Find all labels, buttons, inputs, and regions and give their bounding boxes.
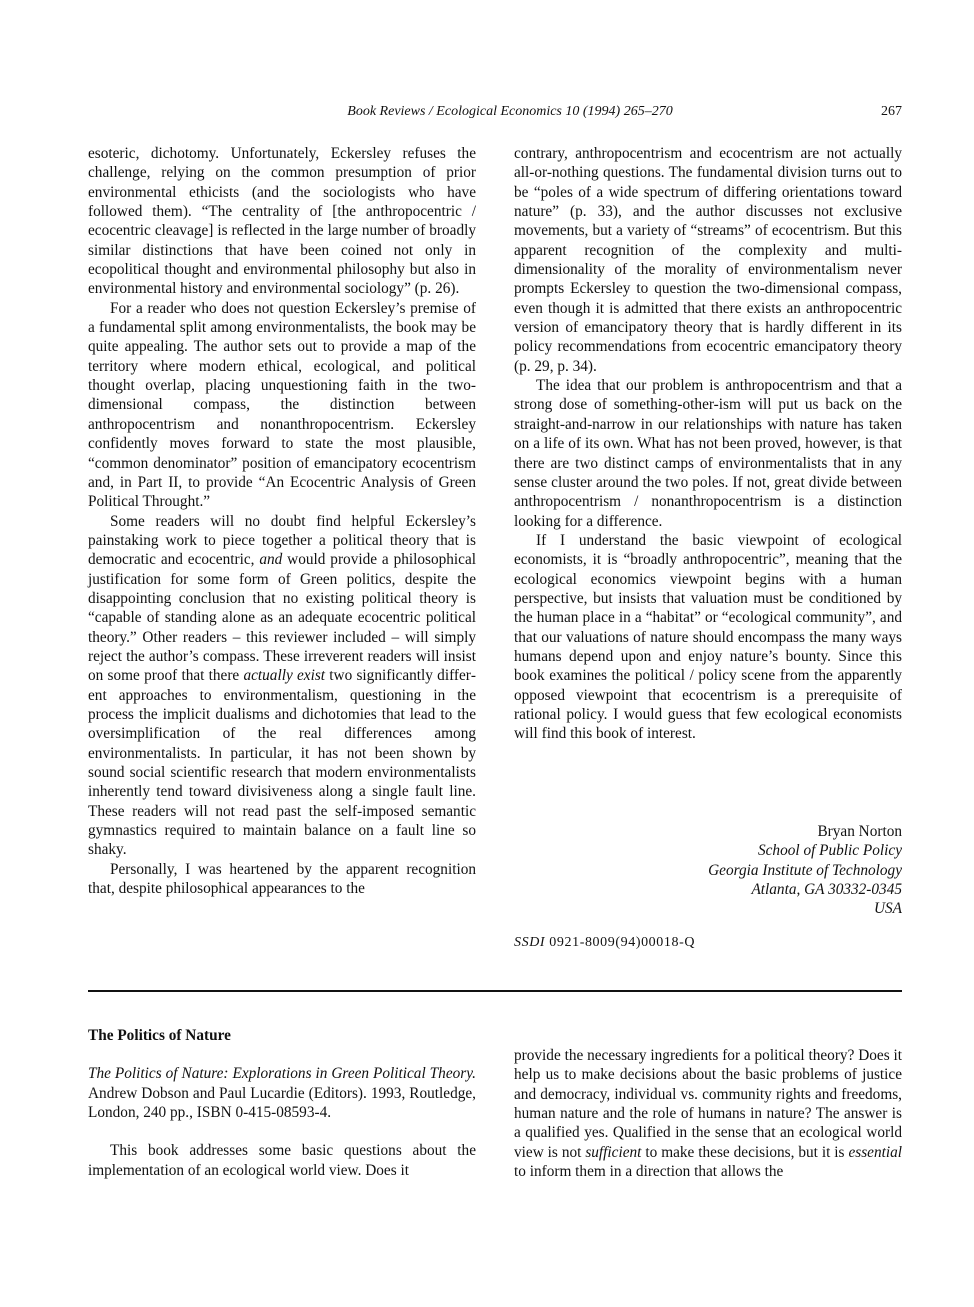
emphasis-text: essential — [848, 1143, 902, 1161]
emphasis-text: and — [259, 551, 283, 569]
paragraph: If I understand the basic viewpoint of ecological economists, it is “broadly anthropocentric”, meaning that the ecological economics viewpoint begins with a human perspective, but insists that valuation must be conditioned by the human place in a “habitat” or “ecological community”, and that our valuations of nature should encompass the many ways humans depend upon and enjoy nature’s bounty. Since this book examines the political / policy scene from the apparently opposed viewpoint that ecocentrism is a prerequisite of rational policy. I would guess that few ecological economists will find this book of interest. — [514, 531, 902, 743]
text-run: to make these decisions, but it is — [641, 1143, 849, 1161]
paragraph: This book addresses some basic questions about the implementation of an ecological world view. Does it — [88, 1142, 476, 1179]
emphasis-text: sufficient — [585, 1143, 642, 1161]
reviewer-city: Atlanta, GA 30332-0345 — [751, 881, 902, 899]
reviewer-department: School of Public Policy — [757, 842, 902, 860]
text-run: to inform them in a direction that allows the — [514, 1163, 784, 1181]
review2-right-column — [514, 1046, 902, 1181]
ssdi-code: 0921-8009(94)00018-Q — [549, 935, 696, 950]
reviewer-signature — [514, 822, 902, 919]
paragraph — [514, 1046, 902, 1181]
paragraph: The idea that our problem is anthropocentrism and that a strong dose of something-other-ism will put us back on the straight-and-narrow in our relationships with nature has taken on a life of its own. What has not been proved, however, is that there are two distinct camps of environmentalists that in any sense cluster around the two poles. If not, great divide between anthropocentrism / nonanthropocentrism is a distinction looking for a difference. — [514, 377, 902, 530]
paragraph: contrary, anthropocentrism and ecocentrism are not actually all-or-nothing questions. The fundamental division turns out to be “poles of a wide spectrum of differing orientations toward nature” (p. 33), and the author discusses not exclusive movements, but a variety of “streams” of ecocentrism. But this apparent recognition of the complexity and multi-dimensionality of the morality of environmentalism never prompts Eckersley to question the two-dimensional compass, even though it is admitted that there exists an anthropocentric version of emancipatory theory that is hardly different in its policy recommendations from ecocentric emancipatory theory (p. 29, p. 34). — [514, 145, 902, 375]
paragraph — [88, 512, 476, 860]
text-run: provide the necessary ingredients for a political theory? Does it help us to make decisions about the basic problems of justice and democracy, individual vs. community rights and freedoms, human nature and the role of humans in nature? The answer is a qualified yes. Qualified in the sense that an ecological world view is not — [514, 1047, 902, 1161]
running-head — [88, 104, 902, 124]
paragraph: For a reader who does not question Eckersley’s premise of a fundamental split among environmentalists, the book may be quite appealing. The author sets out to provide a map of the territory where modern ethical, ecological, and political thought overlap, placing unquestioning faith in the two-dimensional compass, the distinction between anthropocentrism and nonanthropocentrism. Eckersley confidently moves forward to state the most plausible, “common denominator” position of emancipatory ecocentrism and, in Part II, to provide “An Ecocentric Analysis of Green Political Throught.” — [88, 299, 476, 511]
paragraph: esoteric, dichotomy. Unfortunately, Eckersley refuses the challenge, relying on the common presumption of prior environmental ethicists (and the sociologists who have followed them). “The centrality of [the anthropocentric / ecocentric cleavage] is reflected in the large number of broadly similar distinctions that have been coined not only in ecopolitical thought and environmental philosophy but also in environmental history and environmental sociology” (p. 26). — [88, 145, 476, 298]
book-details: Andrew Dobson and Paul Lucardie (Editors). 1993, Routledge, London, 240 pp., ISBN 0-415-08593-4. — [88, 1084, 476, 1122]
ssdi-label: SSDI — [514, 935, 546, 950]
reviewer-institution: Georgia Institute of Technology — [708, 861, 902, 879]
review1-left-column — [88, 144, 476, 898]
reviewer-name: Bryan Norton — [817, 823, 902, 840]
ssdi-identifier — [514, 935, 695, 951]
review2-left-column — [88, 1026, 476, 1180]
book-title: The Politics of Nature: Explorations in Green Political Theory. — [88, 1065, 476, 1083]
book-citation — [88, 1064, 476, 1122]
text-run: Some readers will no doubt find helpful Eckersley’s painstaking work to piece together a political theory that is democratic and ecocentric, — [88, 512, 476, 569]
page-number: 267 — [881, 104, 902, 119]
text-run: two significantly different approaches to environmentalism, questioning in the process the implicit dualisms and dichotomies that lead to the oversimplification of the real differences among environmentalists. In particular, it has not been shown by sound social scientific research that modern environmentalists inherently tend toward divisiveness along a single fault line. These readers will not read past the self-imposed semantic gymnastics required to maintain balance on a fault line so shaky. — [88, 667, 476, 859]
section-title: The Politics of Nature — [88, 1027, 231, 1044]
paragraph: Personally, I was heartened by the apparent recognition that, despite philosophical appearances to the — [88, 860, 476, 898]
journal-citation-header: Book Reviews / Ecological Economics 10 (1994) 265–270 — [347, 104, 673, 119]
reviewer-country: USA — [873, 900, 902, 918]
review1-right-column — [514, 144, 902, 744]
emphasis-text: actually exist — [243, 667, 326, 685]
section-divider — [88, 990, 902, 992]
text-run: would provide a philosophical justification for some form of Green politics, despite the disappointing conclusion that no existing political theory is “capable of standing alone as an adequate ecocentric political theory.” Other readers – this reviewer included – will simply reject the author’s compass. These irreverent readers will insist on some proof that there — [88, 551, 476, 685]
